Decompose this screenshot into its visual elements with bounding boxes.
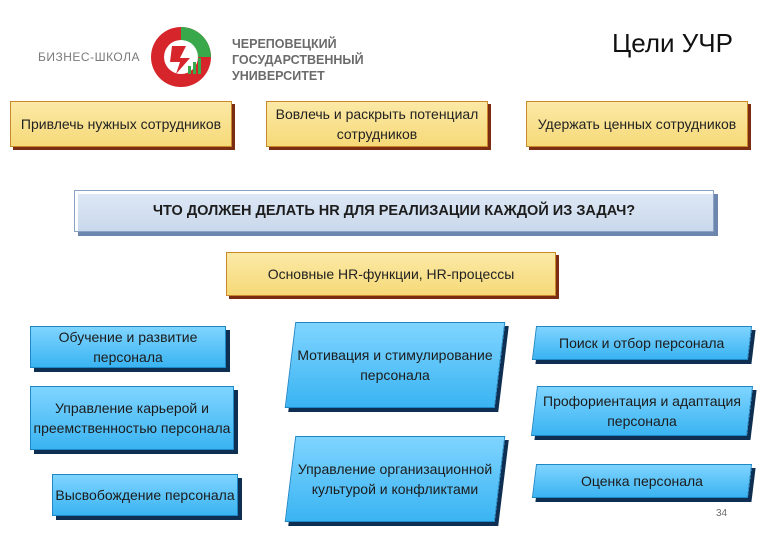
hr-functions-label: Основные HR-функции, HR-процессы — [267, 266, 515, 282]
process-career-label: Управление карьерой и преемственностью персонала — [33, 400, 231, 436]
question-text: ЧТО ДОЛЖЕН ДЕЛАТЬ HR ДЛЯ РЕАЛИЗАЦИИ КАЖДОЙ ИЗ ЗАДАЧ? — [152, 203, 636, 219]
process-recruitment — [532, 326, 752, 360]
school-name: БИЗНЕС-ШКОЛА — [38, 50, 141, 64]
process-motivation — [285, 322, 506, 408]
process-career — [30, 386, 234, 450]
process-evaluation — [532, 464, 752, 498]
goal-retain — [526, 101, 748, 147]
process-motivation-label: Мотивация и стимулирование персонала — [297, 347, 493, 383]
process-adaptation-label: Профориентация и адаптация персонала — [543, 393, 741, 429]
process-release-label: Высвобождение персонала — [55, 487, 235, 503]
process-adaptation — [531, 386, 753, 436]
university-logo-icon — [150, 26, 212, 88]
process-culture-label: Управление организационной культурой и конфликтами — [297, 461, 493, 497]
process-evaluation-label: Оценка персонала — [581, 473, 703, 489]
process-training — [30, 326, 226, 368]
process-culture — [285, 436, 506, 522]
slide-title: Цели УЧР — [612, 28, 733, 58]
goal-retain-label: Удержать ценных сотрудников — [537, 116, 737, 132]
university-name-line-2: ГОСУДАРСТВЕННЫЙ — [232, 53, 364, 67]
university-name-line-1: ЧЕРЕПОВЕЦКИЙ — [232, 37, 337, 51]
page-number: 34 — [716, 508, 728, 519]
process-release — [52, 474, 238, 516]
university-name-line-3: УНИВЕРСИТЕТ — [232, 69, 325, 83]
goal-attract — [10, 101, 232, 147]
question-banner — [74, 190, 714, 232]
goal-engage — [266, 101, 488, 147]
hr-functions-box — [226, 252, 556, 296]
university-name — [232, 36, 364, 84]
goal-attract-label: Привлечь нужных сотрудников — [20, 116, 222, 132]
process-recruitment-label: Поиск и отбор персонала — [559, 335, 725, 351]
process-training-label: Обучение и развитие персонала — [58, 329, 198, 365]
goal-engage-label: Вовлечь и раскрыть потенциал сотрудников — [275, 106, 479, 142]
